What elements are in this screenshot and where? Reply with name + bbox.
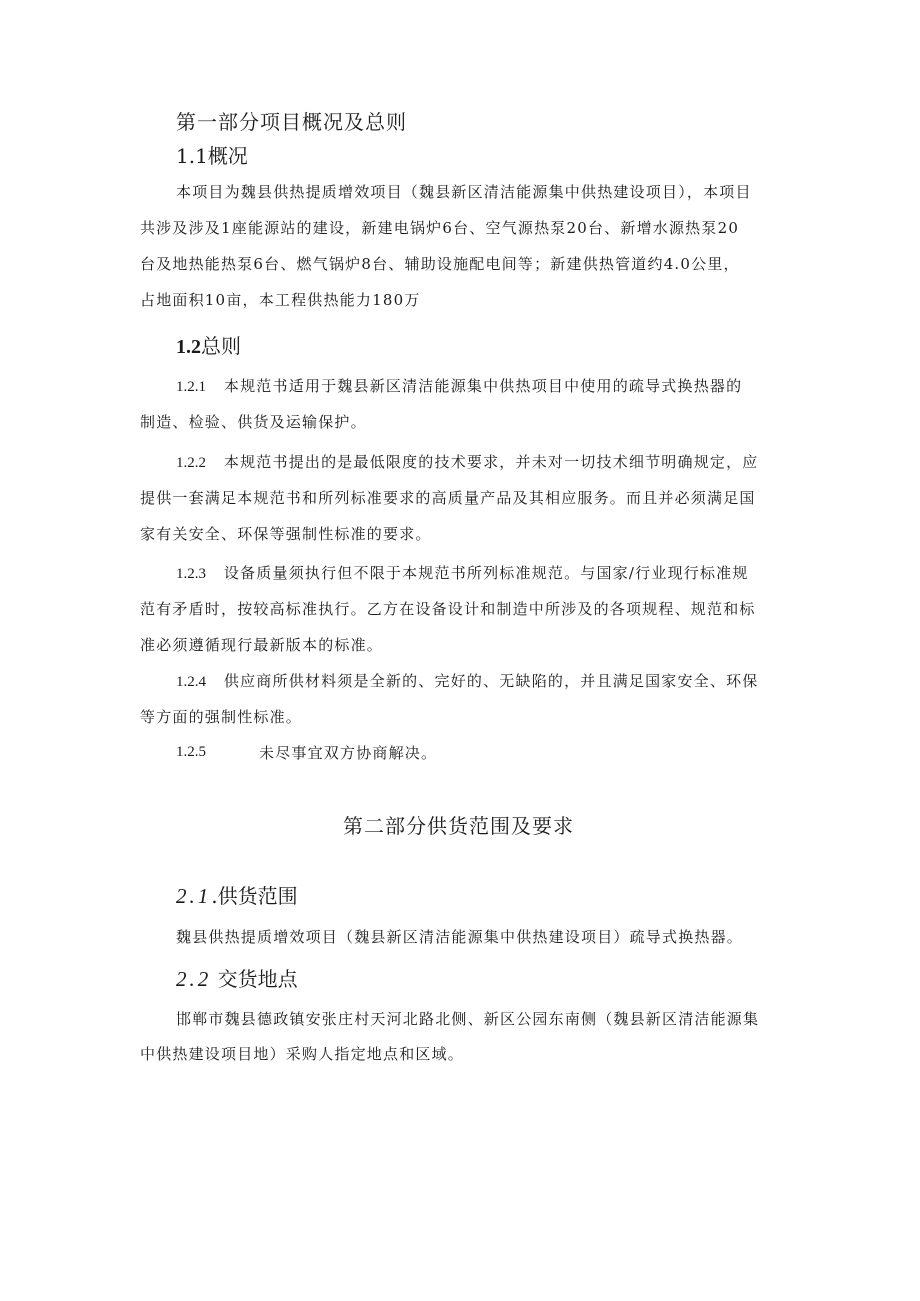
section-2-2-number: 2.2 [176,967,212,991]
section-2-1-heading [176,880,298,909]
clause-number: 1.2.3 [176,566,206,582]
section-1-2-title: 总则 [201,334,241,358]
clause-line: 提供一套满足本规范书和所列标准要求的高质量产品及其相应服务。而且并必须满足国 [140,489,756,507]
section-1-2-number: 1.2 [176,336,201,358]
clause-number: 1.2.2 [176,455,206,471]
clause-line: 制造、检验、供货及运输保护。 [140,413,367,431]
clause-text: 本规范书适用于魏县新区清洁能源集中供热项目中使用的疏导式换热器的 [223,377,743,395]
section-2-2-heading [176,963,298,992]
section-1-1-line: 本项目为魏县供热提质增效项目（魏县新区清洁能源集中供热建设项目），本项目 [176,183,752,201]
section-1-2-heading [176,330,241,359]
clause-line: 范有矛盾时，按较高标准执行。乙方在设备设计和制造中所涉及的各项规程、规范和标 [140,600,756,618]
section-2-1-number: 2.1 [176,884,212,908]
clause-1-2-1 [176,375,742,396]
clause-1-2-4 [176,670,759,691]
clause-text: 未尽事宜双方协商解决。 [259,744,438,762]
clause-1-2-3 [176,562,749,583]
clause-text: 供应商所供材料须是全新的、完好的、无缺陷的，并且满足国家安全、环保 [223,672,759,690]
clause-number: 1.2.1 [176,379,206,395]
clause-line: 准必须遵循现行最新版本的标准。 [140,636,384,654]
section-1-1-line: 台及地热能热泵6台、燃气锅炉8台、辅助设施配电间等；新建供热管道约4.0公里， [140,255,740,273]
section-2-2-title: 交货地点 [217,967,298,991]
section-1-1-title: 概况 [207,144,248,168]
section-1-1-line: 共涉及涉及1座能源站的建设，新建电锅炉6台、空气源热泵20台、新增水源热泵20 [140,219,740,237]
clause-number: 1.2.5 [176,744,206,760]
section-1-1-heading [176,140,248,169]
section-2-1-line: 魏县供热提质增效项目（魏县新区清洁能源集中供热建设项目）疏导式换热器。 [176,928,744,946]
clause-line: 等方面的强制性标准。 [140,708,303,726]
section-2-2-line: 中供热建设项目地）采购人指定地点和区域。 [140,1045,465,1063]
clause-1-2-5 [176,742,206,761]
clause-text: 设备质量须执行但不限于本规范书所列标准规范。与国家/行业现行标准规 [223,564,749,582]
clause-1-2-2 [176,451,759,472]
clause-text: 本规范书提出的是最低限度的技术要求，并未对一切技术细节明确规定，应 [223,453,759,471]
section-2-1-title: .供货范围 [211,884,298,908]
clause-number: 1.2.4 [176,674,206,690]
part-two-title: 第二部分供货范围及要求 [343,814,574,838]
section-1-1-number: 1.1 [176,144,208,168]
part-one-title: 第一部分项目概况及总则 [176,110,407,134]
section-2-2-line: 邯郸市魏县德政镇安张庄村天河北路北侧、新区公园东南侧（魏县新区清洁能源集 [176,1010,760,1028]
clause-line: 家有关安全、环保等强制性标准的要求。 [140,525,432,543]
section-1-1-line: 占地面积10亩，本工程供热能力180万 [140,291,421,309]
